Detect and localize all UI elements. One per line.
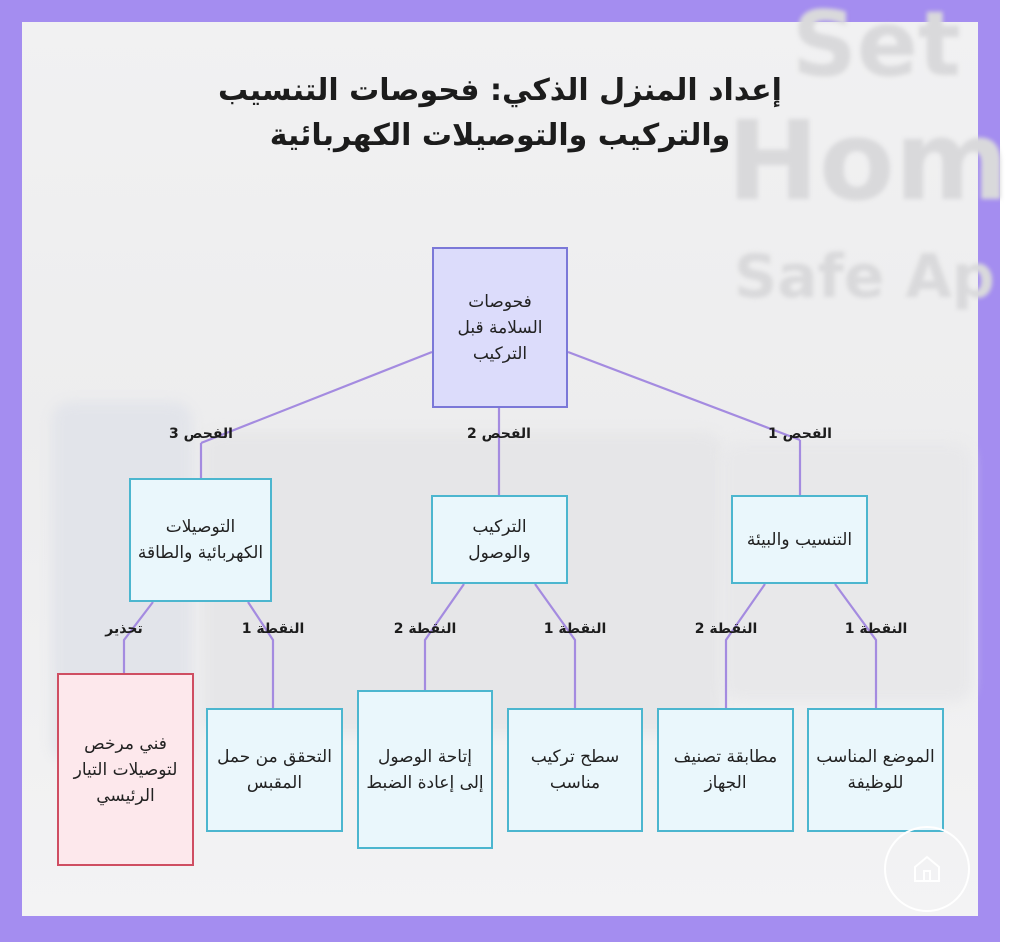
node-check1-placement: التنسيب والبيئة — [731, 495, 868, 584]
edge-check3-warn — [124, 602, 153, 673]
edge-label-check3: الفحص 3 — [169, 426, 233, 442]
edge-check3-p1 — [248, 602, 273, 708]
node-c2-point2: إتاحة الوصول إلى إعادة الضبط — [357, 690, 493, 849]
edge-label-c1-point1: النقطة 1 — [844, 621, 908, 637]
edge-check2-p1 — [535, 584, 575, 708]
edge-label-c2-point2: النقطة 2 — [393, 621, 457, 637]
edge-label-c2-point1: النقطة 1 — [543, 621, 607, 637]
edge-label-c3-point1: النقطة 1 — [241, 621, 305, 637]
node-root-safety-checks: فحوصات السلامة قبل التركيب — [432, 247, 568, 408]
node-check3-electrical: التوصيلات الكهربائية والطاقة — [129, 478, 272, 602]
home-icon — [884, 826, 970, 912]
node-check2-mounting: التركيب والوصول — [431, 495, 568, 584]
diagram-title: إعداد المنزل الذكي: فحوصات التنسيب والتركيب والتوصيلات الكهربائية — [218, 73, 782, 153]
edge-label-c1-point2: النقطة 2 — [694, 621, 758, 637]
background-watermark-line3: Safe Ap — [734, 242, 995, 312]
node-c1-point2: مطابقة تصنيف الجهاز — [657, 708, 794, 832]
background-watermark-line1: Set — [792, 0, 961, 97]
background-watermark-line2: Hom — [727, 97, 1009, 225]
edge-label-check2: الفحص 2 — [467, 426, 531, 442]
edge-label-c3-warning: تحذير — [105, 621, 143, 637]
node-c1-point1: الموضع المناسب للوظيفة — [807, 708, 944, 832]
edge-check2-p2 — [425, 584, 464, 690]
node-c2-point1: سطح تركيب مناسب — [507, 708, 643, 832]
node-c3-warning: فني مرخص لتوصيلات التيار الرئيسي — [57, 673, 194, 866]
edge-label-check1: الفحص 1 — [768, 426, 832, 442]
edge-check1-p2 — [726, 584, 765, 708]
edge-check1-p1 — [835, 584, 876, 708]
edge-root-check1 — [568, 352, 800, 440]
edge-root-check3 — [201, 352, 432, 443]
node-c3-point1: التحقق من حمل المقبس — [206, 708, 343, 832]
